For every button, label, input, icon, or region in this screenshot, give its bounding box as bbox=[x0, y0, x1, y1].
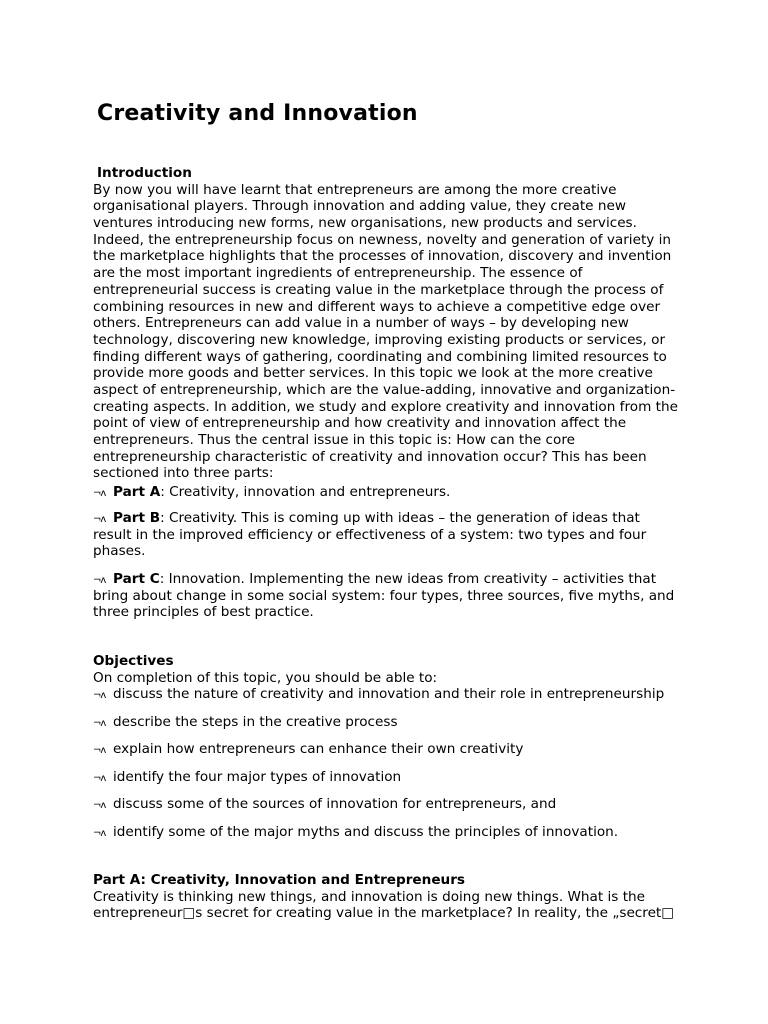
part-text: result in the improved efficiency or effectiveness of a system: two types and four bbox=[93, 526, 647, 543]
part-text: bring about change in some social system: four types, three sources, five myths, and bbox=[93, 587, 675, 604]
part-label: Part B bbox=[113, 510, 161, 526]
objectives-heading: Objectives bbox=[93, 653, 174, 669]
part-text: : Creativity, innovation and entrepreneurs. bbox=[160, 484, 451, 500]
intro-line: provide more goods and better services. In this topic we look at the more creative bbox=[93, 365, 653, 382]
part-text: three principles of best practice. bbox=[93, 604, 314, 621]
part-label: Part C bbox=[113, 571, 160, 587]
intro-line: entrepreneurship characteristic of creativity and innovation occur? This has been bbox=[93, 448, 647, 465]
intro-line: combining resources in new and different ways to achieve a competitive edge over bbox=[93, 298, 661, 315]
part-a-heading: Part A: Creativity, Innovation and Entrepreneurs bbox=[93, 872, 466, 888]
bullet-icon: ¬ʌ bbox=[93, 828, 106, 839]
objective-item: discuss some of the sources of innovation for entrepreneurs, and bbox=[113, 796, 557, 812]
intro-line: By now you will have learnt that entrepreneurs are among the more creative bbox=[93, 181, 617, 198]
objectives-lead: On completion of this topic, you should be able to: bbox=[93, 669, 438, 686]
objective-row bbox=[93, 714, 693, 731]
objective-row bbox=[93, 769, 693, 786]
bullet-icon: ¬ʌ bbox=[93, 745, 106, 756]
part-text: : Innovation. Implementing the new ideas from creativity – activities that bbox=[159, 571, 657, 587]
intro-line: Indeed, the entrepreneurship focus on newness, novelty and generation of variety in bbox=[93, 231, 672, 248]
bullet-icon: ¬ʌ bbox=[93, 800, 106, 811]
objective-row bbox=[93, 796, 693, 813]
part-c-item bbox=[93, 571, 693, 621]
bullet-icon: ¬ʌ bbox=[93, 575, 106, 586]
intro-line: are the most important ingredients of entrepreneurship. The essence of bbox=[93, 265, 583, 282]
document-title: Creativity and Innovation bbox=[97, 101, 418, 126]
bullet-icon: ¬ʌ bbox=[93, 690, 106, 702]
objective-row bbox=[93, 824, 693, 841]
intro-line: organisational players. Through innovation and adding value, they create new bbox=[93, 198, 626, 215]
intro-line: the marketplace highlights that the processes of innovation, discovery and invention bbox=[93, 248, 672, 265]
part-b-item bbox=[93, 510, 693, 560]
part-text: phases. bbox=[93, 543, 146, 560]
bullet-icon: ¬ʌ bbox=[93, 514, 106, 525]
intro-line: finding different ways of gathering, coordinating and combining limited resources to bbox=[93, 348, 667, 365]
objective-item: identify the four major types of innovation bbox=[113, 769, 402, 785]
intro-line: others. Entrepreneurs can add value in a number of ways – by developing new bbox=[93, 315, 629, 332]
intro-line: technology, discovering new knowledge, improving existing products or services, or bbox=[93, 331, 666, 348]
intro-line: entrepreneurial success is creating value in the marketplace through the process of bbox=[93, 281, 664, 298]
intro-line: entrepreneurs. Thus the central issue in this topic is: How can the core bbox=[93, 432, 576, 448]
part-a-item bbox=[93, 484, 693, 501]
introduction-heading: Introduction bbox=[97, 165, 192, 181]
objective-item: identify some of the major myths and discuss the principles of innovation. bbox=[113, 824, 619, 840]
part-a-section bbox=[93, 872, 693, 922]
part-a-line: Creativity is thinking new things, and innovation is doing new things. What is the bbox=[93, 888, 646, 905]
objectives-section bbox=[93, 653, 693, 703]
bullet-icon: ¬ʌ bbox=[93, 718, 106, 729]
bullet-icon: ¬ʌ bbox=[93, 773, 106, 784]
objective-item: explain how entrepreneurs can enhance their own creativity bbox=[113, 741, 524, 757]
intro-line: creating aspects. In addition, we study and explore creativity and innovation from the bbox=[93, 398, 678, 415]
objective-item: discuss the nature of creativity and innovation and their role in entrepreneurship bbox=[113, 686, 665, 703]
part-label: Part A bbox=[113, 484, 161, 500]
bullet-icon: ¬ʌ bbox=[93, 488, 106, 499]
intro-line: ventures introducing new forms, new organisations, new products and services. bbox=[93, 215, 637, 232]
part-a-line: entrepreneur□s secret for creating value in the marketplace? In reality, the „secret□ bbox=[93, 905, 675, 922]
intro-line: sectioned into three parts: bbox=[93, 465, 274, 482]
objective-row bbox=[93, 741, 693, 758]
intro-line: aspect of entrepreneurship, which are the value-adding, innovative and organization- bbox=[93, 381, 676, 398]
introduction-section bbox=[93, 165, 693, 482]
part-text: : Creativity. This is coming up with ideas – the generation of ideas that bbox=[160, 510, 640, 526]
intro-line: point of view of entrepreneurship and how creativity and innovation affect the bbox=[93, 415, 627, 432]
objective-item: describe the steps in the creative process bbox=[113, 714, 398, 730]
